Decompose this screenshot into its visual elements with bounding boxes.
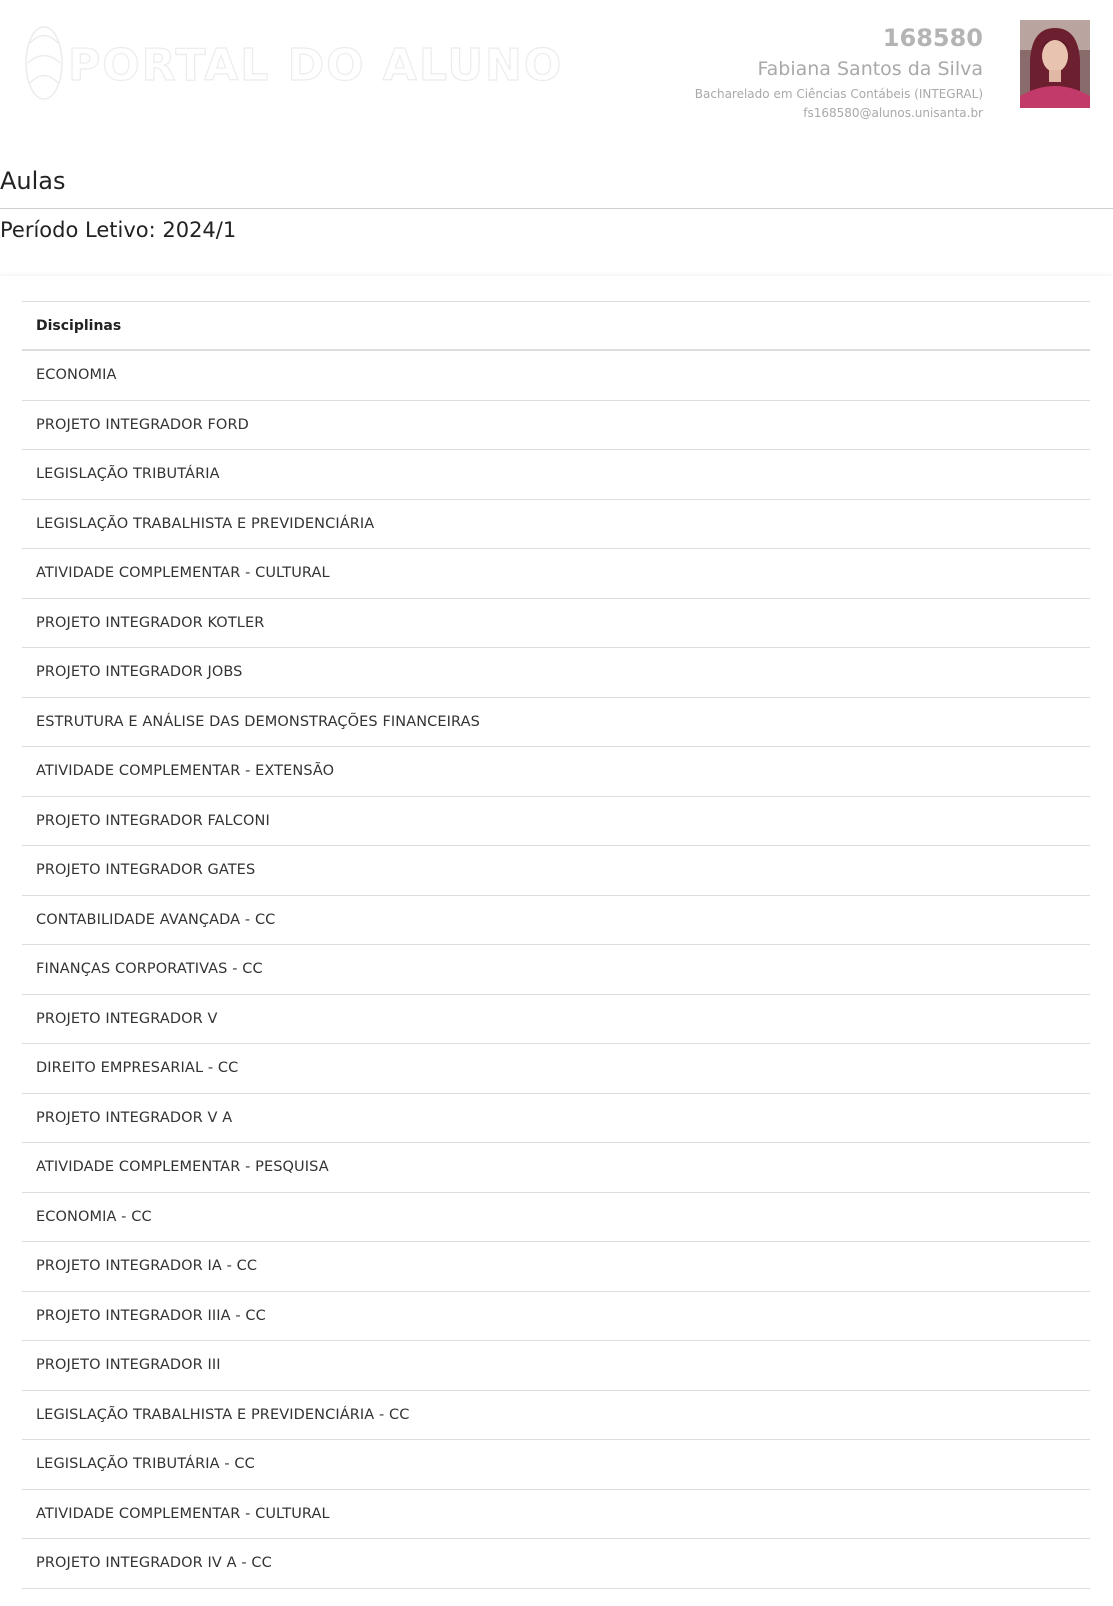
table-row[interactable] — [22, 1490, 1090, 1540]
table-row[interactable] — [22, 797, 1090, 847]
page-title: Aulas — [0, 167, 66, 195]
course-name: LEGISLAÇÃO TRIBUTÁRIA — [36, 466, 220, 483]
table-row[interactable] — [22, 450, 1090, 500]
table-row[interactable] — [22, 599, 1090, 649]
course-name: PROJETO INTEGRADOR FALCONI — [36, 812, 270, 829]
course-name: LEGISLAÇÃO TRIBUTÁRIA - CC — [36, 1456, 255, 1473]
table-row[interactable] — [22, 401, 1090, 451]
student-id: 168580 — [882, 24, 983, 52]
portal-logo-graphic — [20, 18, 564, 108]
course-name: PROJETO INTEGRADOR IA - CC — [36, 1258, 258, 1275]
course-name: PROJETO INTEGRADOR IIIA - CC — [36, 1307, 266, 1324]
table-row[interactable] — [22, 846, 1090, 896]
course-name: ECONOMIA - CC — [36, 1208, 152, 1225]
academic-period: Período Letivo: 2024/1 — [0, 218, 237, 242]
course-name: PROJETO INTEGRADOR GATES — [36, 862, 256, 879]
course-name: ATIVIDADE COMPLEMENTAR - PESQUISA — [36, 1159, 329, 1176]
course-name: ATIVIDADE COMPLEMENTAR - CULTURAL — [36, 1505, 330, 1522]
table-row[interactable] — [22, 698, 1090, 748]
course-name: PROJETO INTEGRADOR FORD — [36, 416, 249, 433]
table-row[interactable] — [22, 1292, 1090, 1342]
student-course: Bacharelado em Ciências Contábeis (INTEGRAL) — [694, 87, 983, 101]
course-name: PROJETO INTEGRADOR V — [36, 1010, 218, 1027]
table-row[interactable] — [22, 1044, 1090, 1094]
table-row[interactable] — [22, 896, 1090, 946]
course-name: ATIVIDADE COMPLEMENTAR - EXTENSÃO — [36, 763, 335, 780]
course-name: CONTABILIDADE AVANÇADA - CC — [36, 911, 276, 928]
student-email: fs168580@alunos.unisanta.br — [803, 106, 983, 120]
avatar-photo — [1020, 20, 1090, 108]
table-row[interactable] — [22, 1341, 1090, 1391]
courses-table — [22, 301, 1090, 1589]
course-name: PROJETO INTEGRADOR IV A - CC — [36, 1555, 272, 1572]
table-row[interactable] — [22, 351, 1090, 401]
table-row[interactable] — [22, 1440, 1090, 1490]
table-row[interactable] — [22, 747, 1090, 797]
course-name: PROJETO INTEGRADOR KOTLER — [36, 614, 265, 631]
table-row[interactable] — [22, 945, 1090, 995]
table-row[interactable] — [22, 1193, 1090, 1243]
column-header-disciplinas: Disciplinas — [36, 317, 122, 334]
course-name: ATIVIDADE COMPLEMENTAR - CULTURAL — [36, 565, 330, 582]
table-row[interactable] — [22, 549, 1090, 599]
table-header-row — [22, 301, 1090, 351]
svg-text:PORTAL DO ALUNO: PORTAL DO ALUNO — [68, 40, 564, 91]
table-row[interactable] — [22, 1242, 1090, 1292]
course-name: PROJETO INTEGRADOR V A — [36, 1109, 233, 1126]
course-name: FINANÇAS CORPORATIVAS - CC — [36, 961, 263, 978]
title-divider — [0, 208, 1113, 209]
portal-logo[interactable] — [20, 18, 564, 108]
table-row[interactable] — [22, 500, 1090, 550]
user-info — [695, 22, 983, 122]
course-name: PROJETO INTEGRADOR III — [36, 1357, 221, 1374]
table-row[interactable] — [22, 1539, 1090, 1589]
table-row[interactable] — [22, 1391, 1090, 1441]
table-row[interactable] — [22, 648, 1090, 698]
student-name: Fabiana Santos da Silva — [757, 58, 983, 80]
course-name: ECONOMIA — [36, 367, 117, 384]
table-row[interactable] — [22, 1143, 1090, 1193]
table-row[interactable] — [22, 995, 1090, 1045]
courses-panel — [0, 276, 1113, 1606]
page-header — [0, 0, 1113, 130]
course-name: ESTRUTURA E ANÁLISE DAS DEMONSTRAÇÕES FINANCEIRAS — [36, 713, 480, 730]
course-name: LEGISLAÇÃO TRABALHISTA E PREVIDENCIÁRIA — [36, 515, 375, 532]
course-name: DIREITO EMPRESARIAL - CC — [36, 1060, 239, 1077]
course-name: LEGISLAÇÃO TRABALHISTA E PREVIDENCIÁRIA - CC — [36, 1406, 410, 1423]
table-row[interactable] — [22, 1094, 1090, 1144]
avatar[interactable] — [1020, 20, 1090, 108]
course-name: PROJETO INTEGRADOR JOBS — [36, 664, 243, 681]
